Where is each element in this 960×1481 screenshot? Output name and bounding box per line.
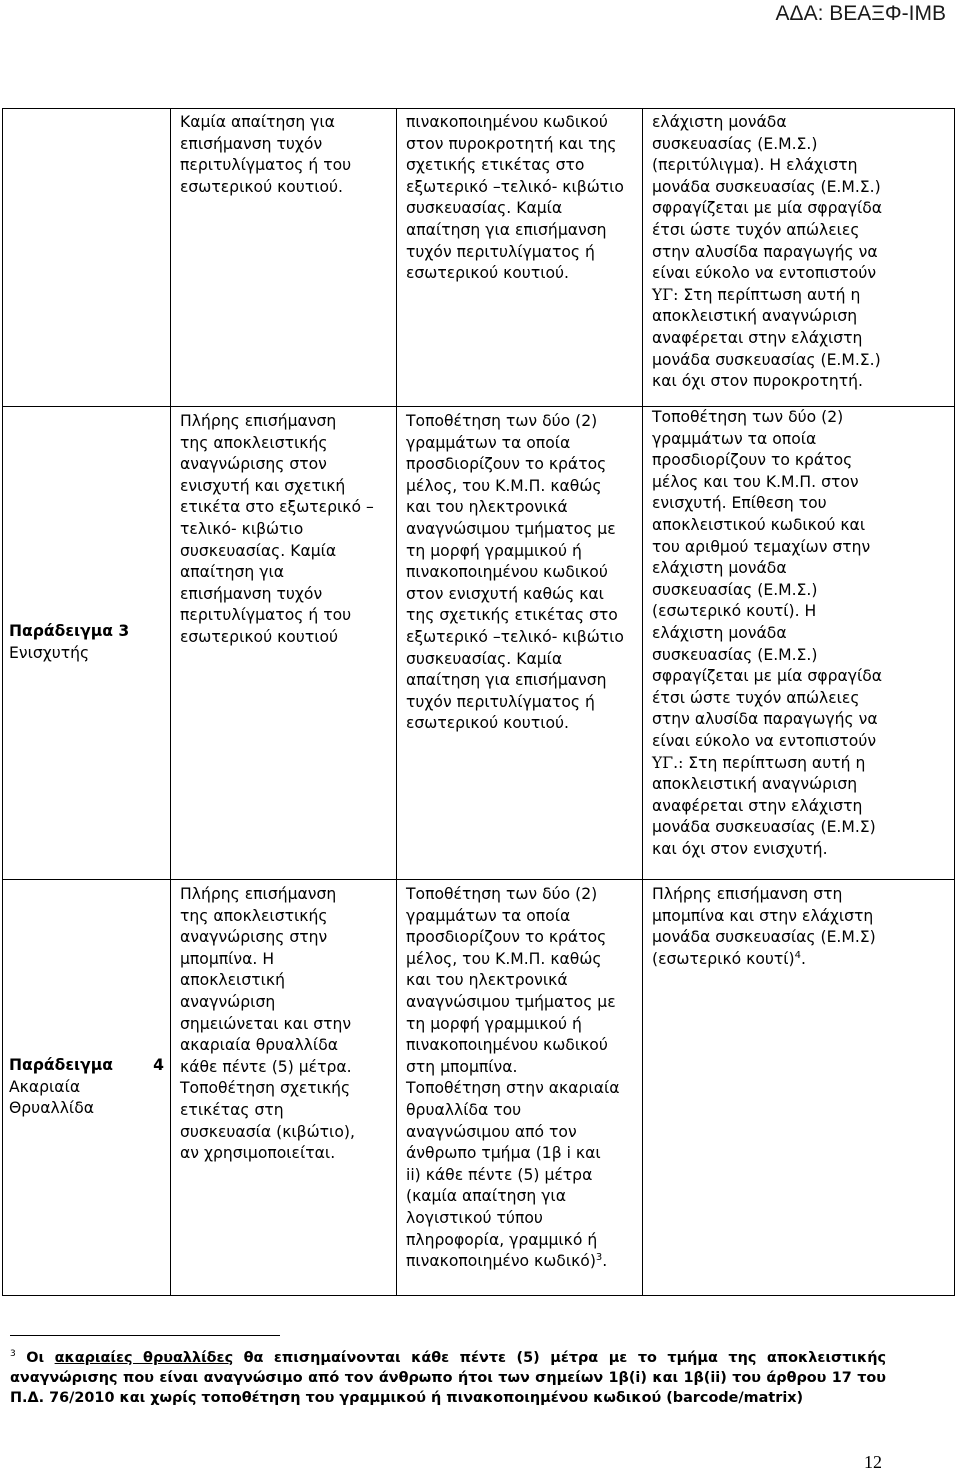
- yg-note-mark: ΥΓ:: [652, 285, 679, 304]
- table-cell: [397, 880, 643, 1296]
- table-cell: [171, 407, 397, 880]
- yg-note-text: Στη περίπτωση αυτή η αποκλειστική αναγνώριση αναφέρεται στην ελάχιστη μονάδα συσκευασίας (Ε.Μ.Σ.) και όχι στον πυροκροτητή.: [652, 285, 881, 391]
- yg-note-text: Στη περίπτωση αυτή η αποκλειστική αναγνώριση αναφέρεται στην ελάχιστη μονάδα συσκευασίας (Ε.Μ.Σ) και όχι στον ενισχυτή.: [652, 753, 876, 858]
- cell-text-end: .: [801, 949, 806, 968]
- footnote-marker: 3: [10, 1349, 16, 1360]
- cell-text: [652, 407, 948, 860]
- example-label-number: 4: [153, 1056, 164, 1075]
- table-cell: [397, 109, 643, 407]
- table-row: [3, 109, 955, 407]
- table-cell: [643, 880, 955, 1296]
- table-cell: [171, 109, 397, 407]
- footnote-lead: Οι: [15, 1350, 55, 1366]
- footnote-text: θα επισημαίνονται κάθε πέντε (5) μέτρα με το τμήμα της αποκλειστικής αναγνώρισης που είναι αναγνώσιμο από τον άνθρωπο ήτοι των σημείων 1β(i) και 1β(ii) του άρθρου 17 του Π.Δ. 76/2010 και χωρίς τοποθέτηση του γραμμικού ή πινακοποιημένου κωδικού (barcode/matrix): [10, 1350, 886, 1406]
- cell-text-main: Πλήρης επισήμανση στη μπομπίνα και στην ελάχιστη μονάδα συσκευασίας (Ε.Μ.Σ) (εσωτερικό κουτί): [652, 885, 876, 968]
- footnote: [10, 1348, 886, 1408]
- cell-text: Τοποθέτηση των δύο (2) γραμμάτων τα οποία προσδιορίζουν το κράτος μέλος, του Κ.Μ.Π. καθώς και του ηλεκτρονικά αναγνώσιμου τμήματος με τη μορφή γραμμικού ή πινακοποιημένου κωδικού στον ενισχυτή καθώς και της σχετικής ετικέτας στο εξωτερικό –τελικό- κιβώτιο συσκευασίας. Καμία απαίτηση για επισήμανση τυχόν περιτυλίγματος ή εσωτερικού κουτιού.: [406, 412, 624, 733]
- footnote-separator: [10, 1335, 280, 1336]
- requirements-table: [2, 108, 955, 1296]
- cell-text: Καμία απαίτηση για επισήμανση τυχόν περιτυλίγματος ή του εσωτερικού κουτιού.: [180, 113, 352, 196]
- table-row: [3, 880, 955, 1296]
- example-label: [9, 621, 164, 664]
- example-label-cell: [3, 407, 171, 880]
- cell-text: [652, 112, 948, 393]
- cell-text: Πλήρης επισήμανση της αποκλειστικής αναγνώρισης στην μπομπίνα. Η αποκλειστική αναγνώριση σημειώνεται και στην ακαριαία θρυαλλίδα κάθε πέντε (5) μέτρα. Τοποθέτηση σχετικής ετικέτας στη συσκευασία (κιβώτιο), αν χρησιμοποιείται.: [180, 885, 355, 1163]
- example-label-subtitle: Ακαριαία Θρυαλλίδα: [9, 1077, 95, 1118]
- footnote-underlined-term: ακαριαίες θρυαλλίδες: [54, 1350, 234, 1366]
- table-cell: [643, 407, 955, 880]
- cell-text: [406, 884, 636, 1273]
- table-row: [3, 407, 955, 880]
- cell-text-main: Τοποθέτηση των δύο (2) γραμμάτων τα οποία προσδιορίζουν το κράτος μέλος και του Κ.Μ.Π. στον ενισχυτή. Επίθεση του αποκλειστικού κωδικού και του αριθμού τεμαχίων στην ελάχιστη μονάδα συσκευασίας (Ε.Μ.Σ.) (εσωτερικό κουτί). Η ελάχιστη μονάδα συσκευασίας (Ε.Μ.Σ.) σφραγίζεται με μία σφραγίδα έτσι ώστε τυχόν απώλειες στην αλυσίδα παραγωγής να είναι εύκολο να εντοπιστούν: [652, 408, 883, 750]
- example-label-cell: [3, 109, 171, 407]
- footnote-ref: 3: [595, 1251, 603, 1263]
- yg-note-mark: ΥΓ.:: [652, 753, 684, 772]
- example-label-title: Παράδειγμα: [9, 1056, 113, 1075]
- example-label-cell: [3, 880, 171, 1296]
- page-number: 12: [864, 1452, 882, 1472]
- table-cell: [171, 880, 397, 1296]
- cell-text: πινακοποιημένου κωδικού στον πυροκροτητή και της σχετικής ετικέτας στο εξωτερικό –τελικό- κιβώτιο συσκευασίας. Καμία απαίτηση για επισήμανση τυχόν περιτυλίγματος ή εσωτερικού κουτιού.: [406, 113, 624, 283]
- example-label-subtitle: Ενισχυτής: [9, 644, 90, 662]
- example-label: [9, 1055, 164, 1120]
- table-cell: [397, 407, 643, 880]
- example-label-title: Παράδειγμα 3: [9, 622, 130, 641]
- cell-text: Πλήρης επισήμανση της αποκλειστικής αναγνώρισης στον ενισχυτή και σχετική ετικέτα στο εξωτερικό – τελικό- κιβώτιο συσκευασίας. Καμία απαίτηση για επισήμανση τυχόν περιτυλίγματος ή του εσωτερικού κουτιού: [180, 412, 374, 646]
- cell-text-main: ελάχιστη μονάδα συσκευασίας (Ε.Μ.Σ.) (περιτύλιγμα). Η ελάχιστη μονάδα συσκευασίας (Ε.Μ.Σ.) σφραγίζεται με μία σφραγίδα έτσι ώστε τυχόν απώλειες στην αλυσίδα παραγωγής να είναι εύκολο να εντοπιστούν: [652, 113, 883, 283]
- document-id-header: ΑΔΑ: ΒΕΑΞΦ-ΙΜΒ: [775, 2, 946, 25]
- cell-text: [652, 884, 948, 970]
- table-cell: [643, 109, 955, 407]
- footnote-ref: 4: [794, 949, 802, 961]
- cell-text-end: .: [602, 1252, 608, 1271]
- cell-text-main: Τοποθέτηση των δύο (2) γραμμάτων τα οποία προσδιορίζουν το κράτος μέλος, του Κ.Μ.Π. καθώς και του ηλεκτρονικά αναγνώσιμου τμήματος με τη μορφή γραμμικού ή πινακοποιημένου κωδικού στη μπομπίνα. Τοποθέτηση στην ακαριαία θρυαλλίδα του αναγνώσιμου από τον άνθρωπο τμήμα (1β i και ii) κάθε πέντε (5) μέτρα (καμία απαίτηση για λογιστικού τύπου πληροφορία, γραμμικό ή πινακοποιημένο κωδικό): [406, 885, 620, 1271]
